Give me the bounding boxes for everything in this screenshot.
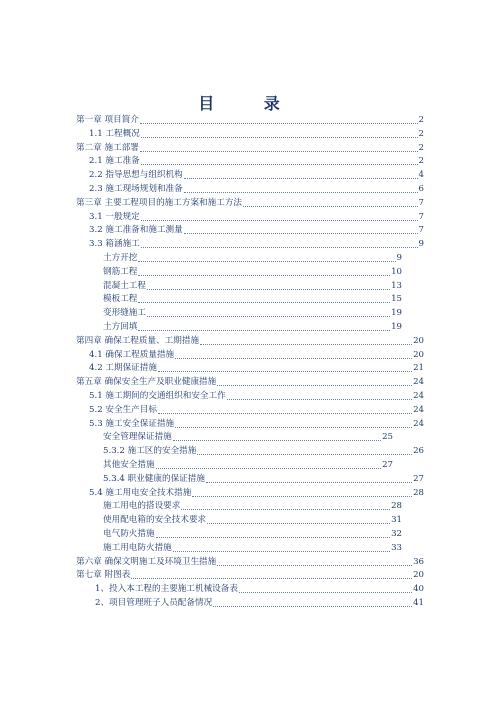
- toc-leader-dots: [156, 460, 381, 469]
- toc-leader-dots: [206, 474, 412, 483]
- toc-entry-label: 土方开挖: [103, 253, 138, 263]
- toc-leader-dots: [138, 267, 390, 276]
- toc-entry-label: 5.3.2 施工区的安全措施: [103, 446, 197, 457]
- toc-entry-label: 3.3 箱涵施工: [89, 239, 140, 250]
- toc-entry[interactable]: [76, 555, 424, 568]
- toc-entry[interactable]: [89, 389, 424, 402]
- toc-leader-dots: [213, 598, 412, 607]
- toc-entry[interactable]: [76, 568, 424, 581]
- toc-entry[interactable]: [103, 472, 424, 485]
- toc-leader-dots: [192, 488, 412, 497]
- toc-entry[interactable]: [103, 499, 402, 512]
- toc-entry[interactable]: [95, 582, 424, 595]
- toc-leader-dots: [207, 515, 390, 524]
- toc-page-number: 31: [391, 515, 402, 526]
- toc-entry-label: 第一章 项目简介: [76, 115, 139, 125]
- toc-entry[interactable]: [103, 320, 402, 333]
- toc-page-number: 27: [413, 473, 424, 484]
- toc-entry[interactable]: [95, 596, 424, 609]
- toc-page-number: 24: [413, 391, 424, 401]
- toc-leader-dots: [173, 543, 390, 552]
- toc-entry[interactable]: [103, 444, 424, 457]
- toc-entry-label: 2.1 施工准备: [89, 156, 140, 167]
- toc-entry[interactable]: [103, 458, 393, 471]
- toc-page-number: 19: [391, 308, 402, 319]
- toc-entry-label: 4.2 工期保证措施: [89, 363, 157, 374]
- toc-entry[interactable]: [89, 154, 424, 167]
- toc-entry[interactable]: [89, 361, 424, 374]
- toc-page-number: 9: [418, 239, 424, 250]
- toc-entry[interactable]: [89, 403, 424, 416]
- toc-entry-label: 2.3 施工现场规划和准备: [89, 184, 183, 194]
- toc-page-number: 19: [391, 322, 402, 332]
- toc-entry-label: 1.1 工程概况: [89, 128, 140, 139]
- toc-entry-label: 第五章 确保安全生产及职业健康措施: [76, 377, 217, 388]
- toc-entry-label: 5.2 安全生产目标: [89, 404, 157, 415]
- toc-entry-label: 3.1 一般规定: [89, 211, 140, 222]
- toc-entry[interactable]: [89, 486, 424, 499]
- toc-leader-dots: [158, 363, 412, 372]
- toc-leader-dots: [138, 253, 395, 262]
- toc-leader-dots: [141, 212, 418, 221]
- toc-leader-dots: [140, 115, 418, 124]
- toc-page-number: 9: [396, 253, 402, 263]
- toc-page-number: 40: [413, 584, 424, 595]
- toc-entry-label: 施工用电防火措施: [103, 542, 172, 553]
- toc-entry-label: 2、项目管理班子人员配备情况: [95, 598, 213, 608]
- toc-leader-dots: [156, 529, 390, 538]
- toc-entry[interactable]: [103, 306, 402, 319]
- toc-entry[interactable]: [89, 348, 424, 361]
- toc-entry-label: 5.3.4 职业健康的保证措施: [103, 473, 205, 484]
- toc-entry[interactable]: [76, 141, 424, 154]
- toc-page-number: 7: [418, 211, 424, 222]
- toc-entry-label: 3.2 施工准备和施工测量: [89, 225, 183, 236]
- toc-page-number: 41: [413, 598, 424, 608]
- toc-leader-dots: [141, 156, 418, 165]
- toc-page-number: 25: [382, 432, 393, 443]
- toc-page-number: 20: [413, 570, 424, 581]
- toc-entry[interactable]: [89, 223, 424, 236]
- toc-page-number: 21: [413, 363, 424, 374]
- toc-leader-dots: [184, 225, 418, 234]
- toc-entry[interactable]: [76, 196, 424, 209]
- toc-leader-dots: [184, 184, 418, 193]
- toc-page-number: 13: [391, 280, 402, 291]
- toc-page-number: 2: [418, 128, 424, 139]
- toc-entry[interactable]: [103, 527, 402, 540]
- toc-leader-dots: [158, 405, 412, 414]
- toc-entry[interactable]: [89, 417, 424, 430]
- toc-leader-dots: [138, 322, 390, 331]
- toc-entry[interactable]: [103, 430, 393, 443]
- toc-entry-label: 5.3 施工安全保证措施: [89, 418, 175, 429]
- toc-entry-label: 安全管理保证措施: [103, 432, 172, 443]
- toc-leader-dots: [227, 391, 412, 400]
- toc-leader-dots: [217, 557, 412, 566]
- toc-page-number: 15: [391, 294, 402, 305]
- toc-page-number: 24: [413, 418, 424, 429]
- toc-leader-dots: [140, 143, 418, 152]
- toc-leader-dots: [138, 294, 390, 303]
- toc-leader-dots: [131, 570, 412, 579]
- toc-entry-label: 模板工程: [103, 294, 138, 305]
- toc-entry-label: 施工用电的搭设要求: [103, 501, 181, 512]
- toc-entry-label: 第六章 确保文明施工及环境卫生措施: [76, 556, 217, 567]
- page-title: 目 录: [198, 94, 302, 113]
- toc-page-number: 2: [418, 142, 424, 153]
- toc-leader-dots: [147, 281, 390, 290]
- toc-entry-label: 5.1 施工期间的交通组织和安全工作: [89, 391, 226, 401]
- toc-page-number: 28: [413, 487, 424, 498]
- toc-entry[interactable]: [89, 237, 424, 250]
- toc-page-number: 26: [413, 446, 424, 457]
- toc-entry-label: 1、投入本工程的主要施工机械设备表: [95, 584, 238, 595]
- toc-entry[interactable]: [76, 113, 424, 126]
- toc-entry-label: 第四章 确保工程质量、工期措施: [76, 335, 200, 346]
- toc-entry-label: 第七章 附图表: [76, 570, 131, 581]
- toc-entry-label: 钢筋工程: [103, 266, 138, 277]
- toc-page-number: 27: [382, 460, 393, 470]
- toc-leader-dots: [175, 419, 412, 428]
- toc-entry[interactable]: [89, 168, 424, 181]
- toc-entry-label: 第二章 施工部署: [76, 142, 139, 153]
- toc-entry[interactable]: [103, 513, 402, 526]
- toc-entry-label: 2.2 指导思想与组织机构: [89, 170, 183, 181]
- toc-entry-label: 混凝土工程: [103, 280, 146, 291]
- toc-entry-label: 电气防火措施: [103, 529, 155, 539]
- toc-page-number: 33: [391, 542, 402, 553]
- toc-page-number: 2: [418, 156, 424, 167]
- toc-leader-dots: [173, 432, 381, 441]
- toc-page-number: 4: [418, 170, 424, 181]
- toc-leader-dots: [141, 129, 418, 138]
- toc-entry-label: 第三章 主要工程项目的施工方案和施工方法: [76, 197, 243, 208]
- toc-leader-dots: [181, 501, 390, 510]
- toc-entry[interactable]: [103, 292, 402, 305]
- toc-leader-dots: [147, 308, 390, 317]
- toc-entry-label: 土方回填: [103, 322, 138, 332]
- toc-entry[interactable]: [89, 182, 424, 195]
- toc-page-number: 28: [391, 501, 402, 512]
- toc-entry[interactable]: [103, 279, 402, 292]
- toc-leader-dots: [200, 336, 412, 345]
- toc-entry[interactable]: [76, 375, 424, 388]
- toc-leader-dots: [243, 198, 418, 207]
- toc-leader-dots: [239, 584, 412, 593]
- toc-page-number: 10: [391, 266, 402, 277]
- toc-entry-label: 4.1 确保工程质量措施: [89, 349, 175, 360]
- toc-leader-dots: [197, 446, 412, 455]
- toc-leader-dots: [217, 377, 412, 386]
- toc-leader-dots: [141, 239, 418, 248]
- toc-entry[interactable]: [89, 210, 424, 223]
- toc-page-number: 24: [413, 404, 424, 415]
- toc-entry[interactable]: [103, 541, 402, 554]
- toc-page-number: 20: [413, 349, 424, 360]
- toc-leader-dots: [175, 350, 412, 359]
- toc-entry-label: 其他安全措施: [103, 460, 155, 470]
- toc-page-number: 20: [413, 335, 424, 346]
- toc-entry[interactable]: [103, 251, 402, 264]
- toc-page-number: 24: [413, 377, 424, 388]
- toc-entry[interactable]: [76, 334, 424, 347]
- toc-entry[interactable]: [103, 265, 402, 278]
- toc-page-number: 7: [418, 197, 424, 208]
- toc-leader-dots: [184, 170, 418, 179]
- toc-page-number: 32: [391, 529, 402, 539]
- toc-page-number: 7: [418, 225, 424, 236]
- toc-page-number: 6: [418, 184, 424, 194]
- toc-entry[interactable]: [89, 127, 424, 140]
- toc-entry-label: 5.4 施工用电安全技术措施: [89, 487, 192, 498]
- toc-page-number: 36: [413, 556, 424, 567]
- toc-entry-label: 使用配电箱的安全技术要求: [103, 515, 207, 526]
- toc-entry-label: 变形缝施工: [103, 308, 146, 319]
- toc-page-number: 2: [418, 115, 424, 125]
